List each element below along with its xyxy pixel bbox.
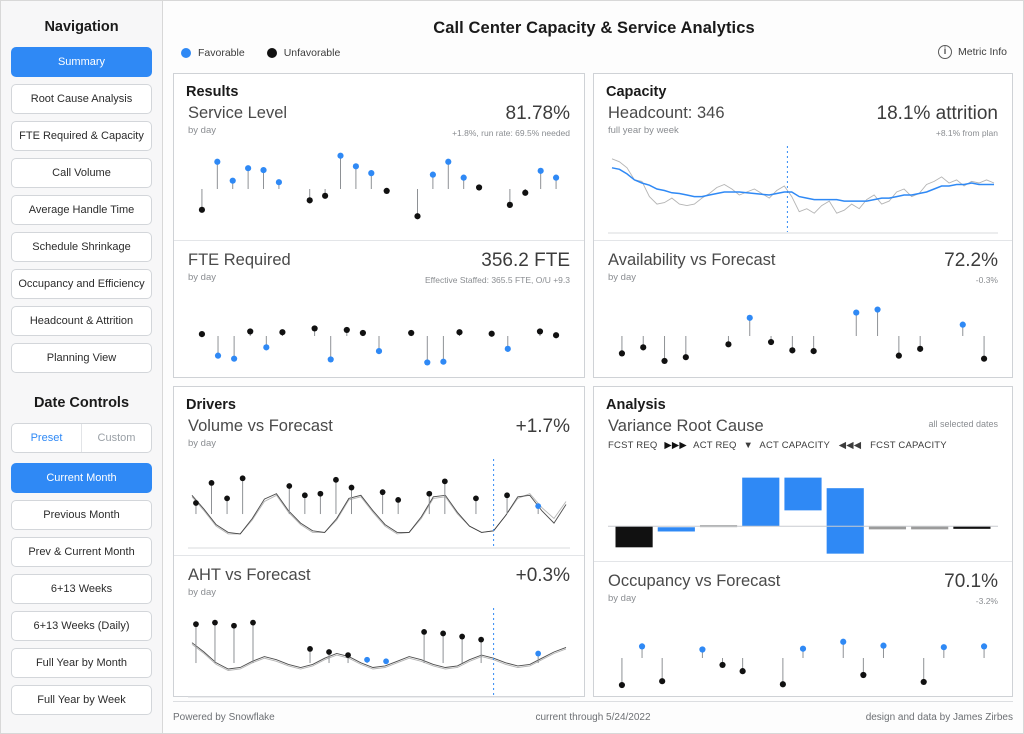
panel-title: Drivers (186, 397, 236, 413)
waterfall-legend (608, 440, 998, 451)
sidebar-item-label: Occupancy and Efficiency (18, 277, 145, 290)
panel-title: Results (186, 84, 239, 100)
chart-variance-root-cause[interactable] (594, 413, 1012, 555)
chart-value: +0.3% (515, 565, 570, 586)
chart-availability[interactable] (594, 240, 1012, 381)
date-item-label: Full Year by Week (37, 693, 126, 706)
chart-service-level[interactable] (174, 100, 584, 234)
chart-subtitle: by day (188, 272, 216, 283)
sidebar-item-fte-required-capacity[interactable] (11, 121, 152, 151)
plot-occupancy (608, 612, 998, 704)
panel-drivers (173, 386, 585, 697)
panel-title: Capacity (606, 84, 667, 100)
sidebar-item-planning-view[interactable] (11, 343, 152, 373)
plot-service-level (188, 144, 570, 234)
chart-delta: Effective Staffed: 365.5 FTE, O/U +9.3 (425, 275, 570, 285)
chart-subtitle: by day (608, 593, 636, 604)
plot-aht (188, 606, 570, 698)
plot-svg (188, 457, 570, 549)
footer-center: current through 5/24/2022 (535, 712, 651, 723)
favorable-dot-icon (181, 48, 191, 58)
footer-left: Powered by Snowflake (173, 712, 275, 723)
legend (181, 47, 340, 59)
waterfall-title: Variance Root Cause (608, 417, 764, 435)
chart-delta: +8.1% from plan (935, 128, 998, 138)
navigation-title: Navigation (44, 19, 119, 35)
chart-subtitle: full year by week (608, 125, 679, 136)
sidebar-item-average-handle-time[interactable] (11, 195, 152, 225)
plot-fte-required (188, 291, 570, 381)
arrow-left-icon: ◀◀◀ (838, 440, 862, 451)
chart-value: 18.1% attrition (876, 103, 998, 124)
sidebar (1, 1, 163, 734)
sidebar-item-summary[interactable] (11, 47, 152, 77)
plot-svg (608, 612, 998, 704)
arrow-right-icon: ▶▶▶ (664, 440, 687, 451)
date-item-prev-current-month[interactable] (11, 537, 152, 567)
chart-subtitle: by day (188, 438, 216, 449)
date-mode-preset[interactable]: Preset (30, 432, 63, 444)
panel-capacity (593, 73, 1013, 378)
plot-headcount (608, 144, 998, 234)
date-mode-custom[interactable]: Custom (81, 424, 151, 452)
date-item-label: Previous Month (43, 508, 120, 521)
date-item-previous-month[interactable] (11, 500, 152, 530)
plot-svg (188, 291, 570, 381)
date-item-full-year-by-week[interactable] (11, 685, 152, 715)
plot-waterfall (608, 459, 998, 555)
sidebar-item-label: Average Handle Time (28, 203, 135, 216)
date-item-label: Prev & Current Month (28, 545, 135, 558)
date-item-label: 6+13 Weeks (Daily) (33, 619, 130, 632)
chart-title: FTE Required (188, 251, 291, 269)
sidebar-item-label: Root Cause Analysis (30, 92, 133, 105)
plot-availability (608, 291, 998, 381)
date-item-label: Current Month (46, 471, 117, 484)
chart-subtitle: by day (188, 587, 216, 598)
sidebar-item-root-cause-analysis[interactable] (11, 84, 152, 114)
chart-delta: -0.3% (975, 275, 998, 285)
sidebar-item-headcount-attrition[interactable] (11, 306, 152, 336)
date-item-6-13-weeks-daily[interactable] (11, 611, 152, 641)
waterfall-note: all selected dates (928, 419, 998, 429)
plot-svg (188, 606, 570, 698)
plot-svg (608, 291, 998, 381)
chart-subtitle: by day (608, 272, 636, 283)
chart-title: Volume vs Forecast (188, 417, 333, 435)
sidebar-item-label: Planning View (46, 351, 117, 364)
legend-label: Unfavorable (283, 47, 341, 59)
chart-value: +1.7% (515, 416, 570, 437)
chart-aht-vs-forecast[interactable] (174, 555, 584, 698)
date-item-label: 6+13 Weeks (50, 582, 113, 595)
chart-title: Headcount: 346 (608, 104, 725, 122)
waterfall-legend-act-capacity: ACT CAPACITY (759, 440, 830, 451)
chart-title: Occupancy vs Forecast (608, 572, 781, 590)
metric-info-label: Metric Info (957, 46, 1007, 58)
chart-delta: +1.8%, run rate: 69.5% needed (452, 128, 570, 138)
sidebar-item-call-volume[interactable] (11, 158, 152, 188)
unfavorable-dot-icon (267, 48, 277, 58)
header (163, 1, 1024, 69)
chart-title: AHT vs Forecast (188, 566, 311, 584)
panel-results (173, 73, 585, 378)
info-icon: i (938, 45, 952, 59)
metric-info-button[interactable] (938, 45, 1007, 59)
waterfall-legend-fcst-req: FCST REQ (608, 440, 658, 451)
date-item-label: Full Year by Month (35, 656, 128, 669)
date-item-6-13-weeks[interactable] (11, 574, 152, 604)
date-item-full-year-by-month[interactable] (11, 648, 152, 678)
legend-item-favorable (181, 47, 245, 59)
sidebar-item-occupancy-and-efficiency[interactable] (11, 269, 152, 299)
waterfall-legend-act-req: ACT REQ (693, 440, 737, 451)
chart-value: 70.1% (944, 571, 998, 592)
chart-subtitle: by day (188, 125, 216, 136)
chart-value: 72.2% (944, 250, 998, 271)
legend-label: Favorable (198, 47, 245, 59)
sidebar-item-label: FTE Required & Capacity (19, 129, 144, 142)
sidebar-item-label: Headcount & Attrition (29, 314, 134, 327)
waterfall-legend-fcst-capacity: FCST CAPACITY (870, 440, 947, 451)
plot-svg (608, 459, 998, 555)
chart-headcount[interactable] (594, 100, 1012, 234)
sidebar-item-label: Call Volume (52, 166, 111, 179)
legend-item-unfavorable (267, 47, 341, 59)
footer-right: design and data by James Zirbes (865, 712, 1013, 723)
plot-volume (188, 457, 570, 549)
sidebar-item-label: Schedule Shrinkage (32, 240, 131, 253)
sidebar-item-schedule-shrinkage[interactable] (11, 232, 152, 262)
chart-value: 81.78% (505, 103, 570, 124)
triangle-down-icon: ▼ (743, 440, 754, 451)
chart-title: Availability vs Forecast (608, 251, 776, 269)
chart-title: Service Level (188, 104, 288, 122)
chart-value: 356.2 FTE (481, 250, 570, 271)
page-title: Call Center Capacity & Service Analytics (433, 19, 755, 37)
date-item-current-month[interactable] (11, 463, 152, 493)
chart-fte-required[interactable] (174, 240, 584, 381)
chart-occupancy-vs-forecast[interactable] (594, 561, 1012, 704)
footer (173, 701, 1013, 727)
date-controls-title: Date Controls (33, 395, 130, 411)
chart-volume-vs-forecast[interactable] (174, 413, 584, 549)
plot-svg (608, 144, 998, 234)
plot-svg (188, 144, 570, 234)
date-mode-toggle[interactable] (11, 423, 152, 453)
chart-delta: -3.2% (975, 596, 998, 606)
panel-title: Analysis (606, 397, 666, 413)
panel-analysis (593, 386, 1013, 697)
sidebar-item-label: Summary (57, 55, 106, 68)
